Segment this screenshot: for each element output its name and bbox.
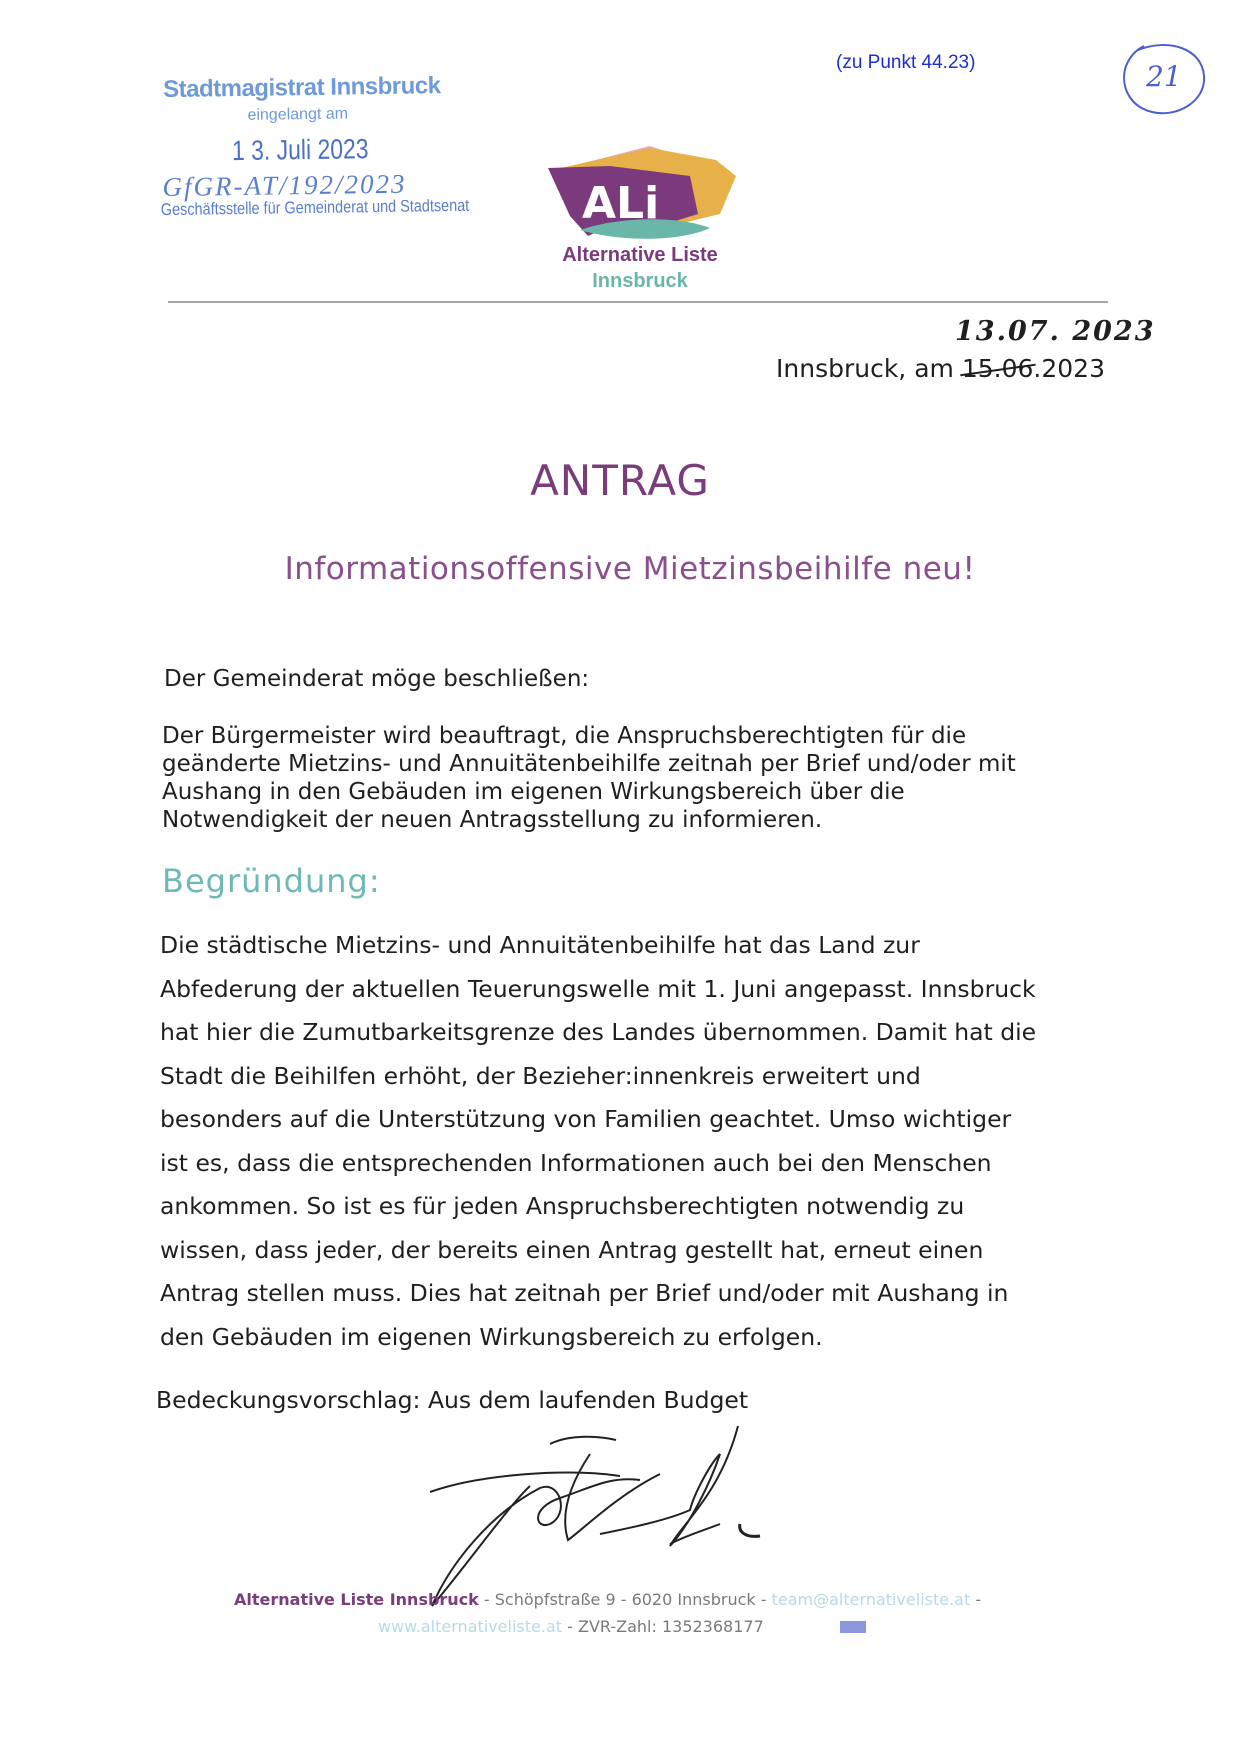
struck-date: 15.06 <box>961 354 1034 383</box>
stamp-received-label: eingelangt am <box>247 105 349 124</box>
signature <box>420 1424 840 1614</box>
receipt-stamp <box>149 68 471 232</box>
logo-mark: ALi <box>582 178 660 229</box>
motion-line: geänderte Mietzins- und Annuitätenbeihilfe zeitnah per Brief und/oder mit <box>162 751 1016 777</box>
header-divider <box>168 301 1108 303</box>
agenda-reference: (zu Punkt 44.23) <box>836 52 976 73</box>
footer-line-2 <box>378 1617 764 1636</box>
footer-address: - Schöpfstraße 9 - 6020 Innsbruck - <box>478 1590 772 1609</box>
eu-flag-icon <box>838 1619 868 1635</box>
stamp-office: Geschäftsstelle für Gemeinderat und Stadtsenat <box>160 195 470 220</box>
reason-line: Abfederung der aktuellen Teuerungswelle mit 1. Juni angepasst. Innsbruck <box>160 974 1036 1003</box>
coverage-proposal: Bedeckungsvorschlag: Aus dem laufenden Budget <box>156 1386 749 1414</box>
footer-zvr: - ZVR-Zahl: 1352368177 <box>562 1617 764 1636</box>
motion-text <box>162 722 1112 834</box>
motion-line: Aushang in den Gebäuden im eigenen Wirkungsbereich über die <box>162 779 905 805</box>
ali-logo-icon <box>540 136 740 246</box>
place-date-prefix: Innsbruck, am <box>776 354 954 383</box>
reason-line: ankommen. So ist es für jeden Anspruchsberechtigten notwendig zu <box>160 1192 965 1220</box>
place-date-year: .2023 <box>1033 354 1105 383</box>
motion-line: Notwendigkeit der neuen Antragsstellung zu informieren. <box>162 807 823 833</box>
reason-line: den Gebäuden im eigenen Wirkungsbereich zu erfolgen. <box>160 1322 823 1351</box>
footer-website[interactable]: www.alternativeliste.at <box>378 1617 563 1636</box>
page-number-circle <box>1118 40 1208 118</box>
reason-line: wissen, dass jeder, der bereits einen Antrag gestellt hat, erneut einen <box>160 1235 984 1264</box>
stamp-date: 1 3. Juli 2023 <box>231 133 369 167</box>
document-subtitle: Informationsoffensive Mietzinsbeihilfe neu! <box>284 551 976 587</box>
footer-org: Alternative Liste Innsbruck <box>234 1590 479 1609</box>
motion-intro: Der Gemeinderat möge beschließen: <box>164 666 590 692</box>
circle-icon <box>1118 40 1208 118</box>
reason-text <box>160 924 1120 1359</box>
reason-line: Stadt die Beihilfen erhöht, der Bezieher:innenkreis erweitert und <box>160 1061 921 1090</box>
place-date-line <box>776 354 1105 383</box>
document-title: ANTRAG <box>530 456 710 505</box>
footer-sep: - <box>970 1590 982 1609</box>
logo-city: Innsbruck <box>592 270 688 292</box>
logo-name: Alternative Liste <box>562 244 718 266</box>
stamp-organization: Stadtmagistrat Innsbruck <box>162 72 441 104</box>
stamp-reference: GfGR-AT/192/2023 <box>162 168 407 203</box>
page-number: 21 <box>1146 60 1182 93</box>
handwritten-date: 13.07. 2023 <box>955 316 1156 347</box>
signature-icon <box>420 1424 840 1614</box>
reason-line: besonders auf die Unterstützung von Familien geachtet. Umso wichtiger <box>160 1105 1012 1133</box>
reason-line: Antrag stellen muss. Dies hat zeitnah per Brief und/oder mit Aushang in <box>160 1279 1009 1307</box>
reason-line: Die städtische Mietzins- und Annuitätenbeihilfe hat das Land zur <box>160 931 920 959</box>
motion-line: Der Bürgermeister wird beauftragt, die Anspruchsberechtigten für die <box>162 723 967 749</box>
footer-line-1 <box>234 1590 981 1609</box>
footer-email[interactable]: team@alternativeliste.at <box>771 1590 971 1609</box>
reason-line: hat hier die Zumutbarkeitsgrenze des Landes übernommen. Damit hat die <box>160 1018 1037 1046</box>
reason-heading: Begründung: <box>162 862 381 900</box>
reason-line: ist es, dass die entsprechenden Informationen auch bei den Menschen <box>160 1148 992 1177</box>
